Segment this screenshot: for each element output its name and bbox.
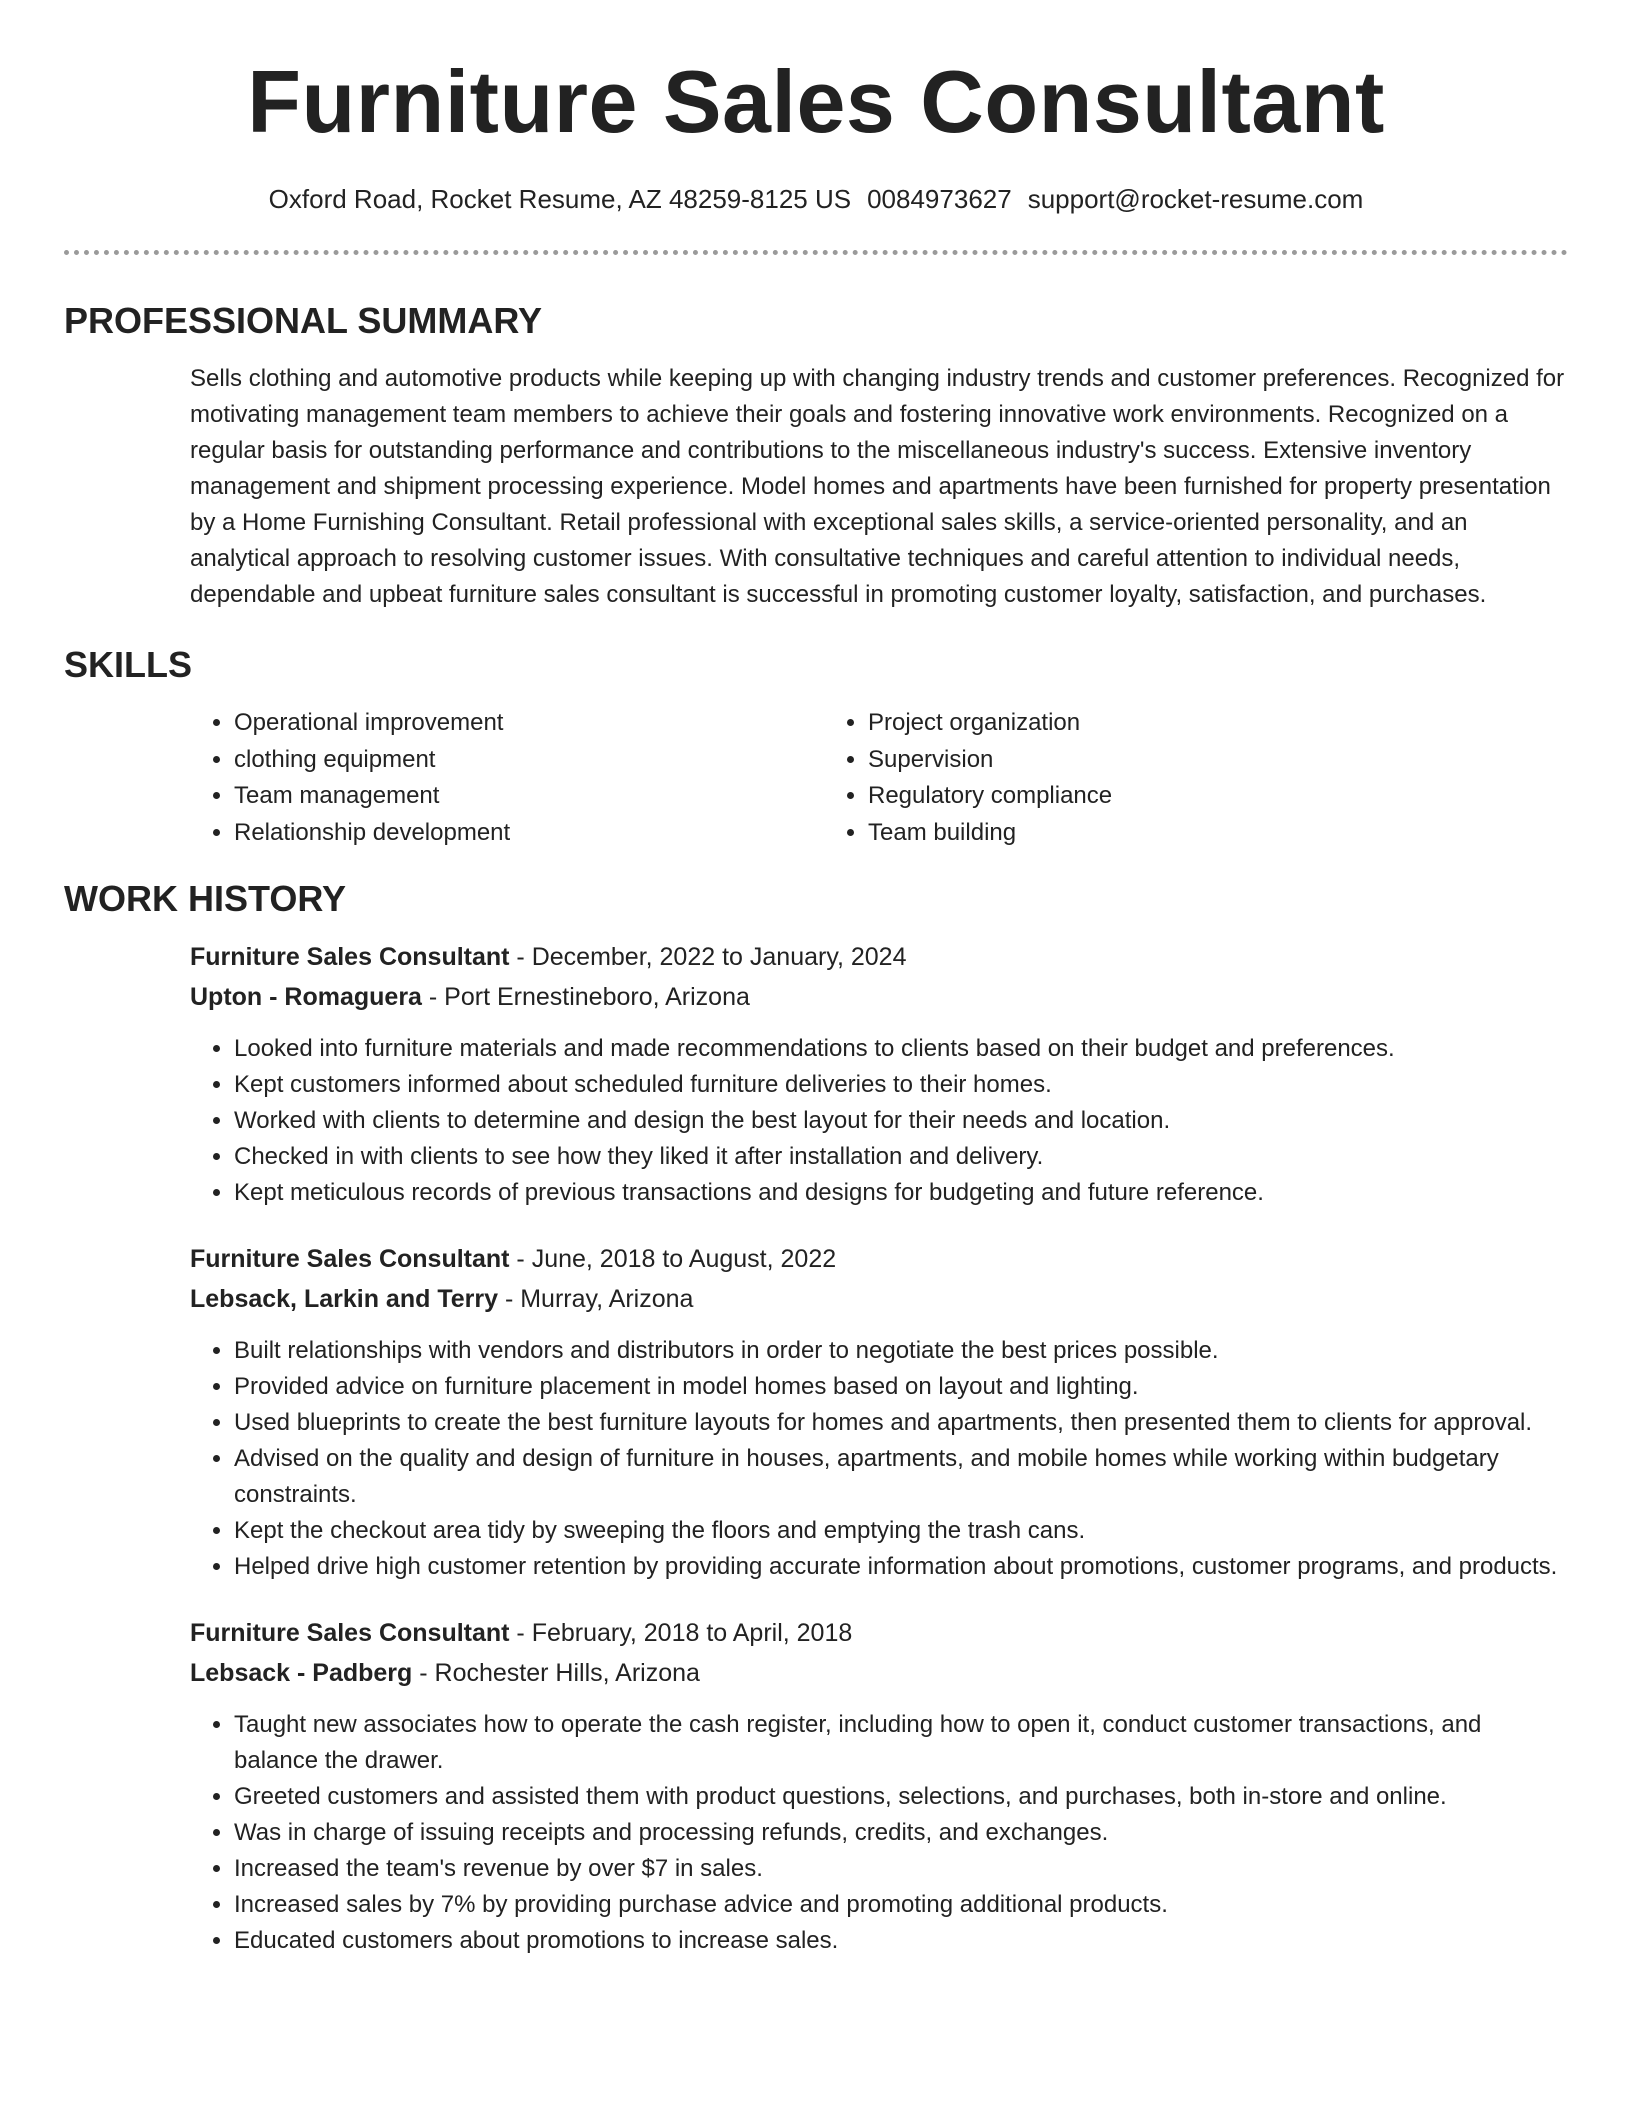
professional-summary-section bbox=[64, 299, 1568, 613]
job-company-line bbox=[190, 1655, 1568, 1691]
job-dates: - February, 2018 to April, 2018 bbox=[509, 1619, 853, 1647]
skills-column-right bbox=[824, 705, 1112, 851]
job-title-line bbox=[190, 939, 1568, 975]
job-location: - Port Ernestineboro, Arizona bbox=[421, 983, 750, 1011]
job-entry bbox=[190, 1615, 1568, 1959]
skills-column-left bbox=[190, 705, 824, 851]
duty-item: • Kept the checkout area tidy by sweeping the floors and emptying the trash cans. bbox=[234, 1513, 1568, 1549]
skills-section bbox=[64, 643, 1568, 851]
duty-item: • Increased sales by 7% by providing purchase advice and promoting additional products. bbox=[234, 1887, 1568, 1923]
duty-item: • Increased the team's revenue by over $7 in sales. bbox=[234, 1851, 1568, 1887]
duty-item: • Helped drive high customer retention by providing accurate information about promotions, customer programs, and products. bbox=[234, 1549, 1568, 1585]
job-title-line bbox=[190, 1615, 1568, 1651]
duty-item: • Built relationships with vendors and distributors in order to negotiate the best prices possible. bbox=[234, 1333, 1568, 1369]
duty-item: • Worked with clients to determine and design the best layout for their needs and location. bbox=[234, 1103, 1568, 1139]
contact-email: support@rocket-resume.com bbox=[1027, 184, 1364, 214]
duty-item: • Provided advice on furniture placement in model homes based on layout and lighting. bbox=[234, 1369, 1568, 1405]
professional-summary-heading: PROFESSIONAL SUMMARY bbox=[64, 300, 543, 341]
job-company: Lebsack, Larkin and Terry bbox=[190, 1285, 498, 1313]
skill-item: • Supervision bbox=[868, 742, 1112, 779]
duty-item: • Checked in with clients to see how they liked it after installation and delivery. bbox=[234, 1139, 1568, 1175]
skill-item: • clothing equipment bbox=[234, 742, 824, 779]
job-company: Lebsack - Padberg bbox=[190, 1659, 413, 1687]
skills-list bbox=[190, 705, 1568, 851]
skill-item: • Team building bbox=[868, 815, 1112, 852]
duty-item: • Looked into furniture materials and made recommendations to clients based on their budget and preferences. bbox=[234, 1031, 1568, 1067]
contact-line bbox=[64, 182, 1568, 216]
job-duties bbox=[190, 1333, 1568, 1585]
job-company-line bbox=[190, 979, 1568, 1015]
job-title-line bbox=[190, 1241, 1568, 1277]
duty-item: • Taught new associates how to operate the cash register, including how to open it, conduct customer transactions, and balance the drawer. bbox=[234, 1707, 1568, 1779]
job-dates: - December, 2022 to January, 2024 bbox=[509, 943, 907, 971]
duty-item: • Used blueprints to create the best furniture layouts for homes and apartments, then presented them to clients for approval. bbox=[234, 1405, 1568, 1441]
professional-summary-text: Sells clothing and automotive products while keeping up with changing industry trends and customer preferences. Recognized for motivating management team members to achieve their goals and fostering innovative work environments. Recognized on a regular basis for outstanding performance and contributions to the miscellaneous industry's success. Extensive inventory management and shipment processing experience. Model homes and apartments have been furnished for property presentation by a Home Furnishing Consultant. Retail professional with exceptional sales skills, a service-oriented personality, and an analytical approach to resolving customer issues. With consultative techniques and careful attention to individual needs, dependable and upbeat furniture sales consultant is successful in promoting customer loyalty, satisfaction, and purchases. bbox=[190, 365, 1565, 608]
duty-item: • Was in charge of issuing receipts and processing refunds, credits, and exchanges. bbox=[234, 1815, 1568, 1851]
job-title: Furniture Sales Consultant bbox=[190, 943, 510, 971]
job-duties bbox=[190, 1707, 1568, 1959]
job-location: - Murray, Arizona bbox=[498, 1285, 694, 1313]
work-history-section bbox=[64, 877, 1568, 1959]
duty-item: • Educated customers about promotions to increase sales. bbox=[234, 1923, 1568, 1959]
header-divider bbox=[64, 250, 1568, 255]
job-entry bbox=[190, 1241, 1568, 1585]
job-location: - Rochester Hills, Arizona bbox=[412, 1659, 700, 1687]
skill-item: • Project organization bbox=[868, 705, 1112, 742]
contact-address: Oxford Road, Rocket Resume, AZ 48259-8125 US bbox=[268, 184, 852, 214]
job-company-line bbox=[190, 1281, 1568, 1317]
job-entry bbox=[190, 939, 1568, 1211]
duty-item: • Greeted customers and assisted them with product questions, selections, and purchases, both in-store and online. bbox=[234, 1779, 1568, 1815]
duty-item: • Kept meticulous records of previous transactions and designs for budgeting and future reference. bbox=[234, 1175, 1568, 1211]
job-duties bbox=[190, 1031, 1568, 1211]
duty-item: • Kept customers informed about scheduled furniture deliveries to their homes. bbox=[234, 1067, 1568, 1103]
skills-heading: SKILLS bbox=[64, 644, 193, 685]
skill-item: • Team management bbox=[234, 778, 824, 815]
resume-name: Furniture Sales Consultant bbox=[247, 52, 1385, 151]
job-company: Upton - Romaguera bbox=[190, 983, 422, 1011]
skill-item: • Operational improvement bbox=[234, 705, 824, 742]
skill-item: • Regulatory compliance bbox=[868, 778, 1112, 815]
skill-item: • Relationship development bbox=[234, 815, 824, 852]
contact-phone: 0084973627 bbox=[867, 184, 1012, 214]
work-history-heading: WORK HISTORY bbox=[64, 878, 347, 919]
job-dates: - June, 2018 to August, 2022 bbox=[509, 1245, 837, 1273]
duty-item: • Advised on the quality and design of furniture in houses, apartments, and mobile homes while working within budgetary constraints. bbox=[234, 1441, 1568, 1513]
job-title: Furniture Sales Consultant bbox=[190, 1619, 510, 1647]
job-title: Furniture Sales Consultant bbox=[190, 1245, 510, 1273]
